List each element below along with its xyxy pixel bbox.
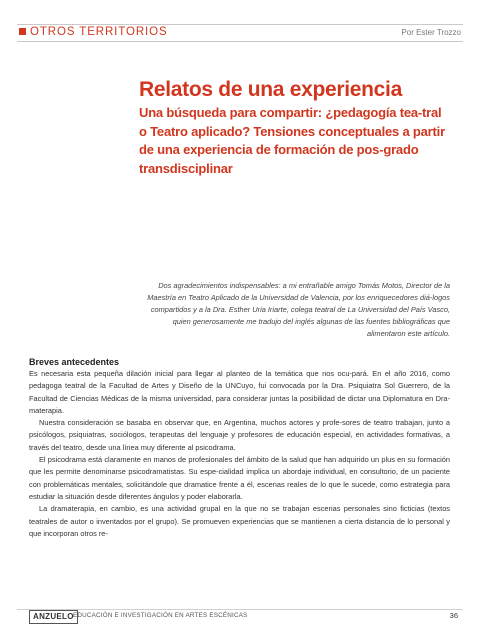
body-paragraph: Es necesaria esta pequeña dilación inicial para llegar al planteo de la temática que nos ocu-pará. En el año 2016, como pedagoga teatral de la Facultad de Artes y Diseño de la UNCuyo, fui convocada por la Dra. Psiquiatra Sol Guerrero, de la Facultad de Ciencias Médicas de la misma universidad, para considerar juntas la posibilidad de dictar una Diplomatura en Dra-materapia. (29, 369, 450, 415)
section-marker (19, 28, 26, 35)
footer-rule (17, 609, 463, 610)
author-byline: Por Ester Trozzo (401, 28, 461, 37)
body-paragraph: Nuestra consideración se basaba en observar que, en Argentina, muchos actores y profe-sores de teatro trabajan, junto a psicólogos, psiquiatras, sociólogos, terapeutas del lenguaje y profesores de educación especial, en actividades formativas, a través del teatro, desde una línea muy diferente al psicodrama. (29, 418, 450, 452)
acknowledgment-note: Dos agradecimientos indispensables: a mi entrañable amigo Tomás Motos, Director de la Maestría en Teatro Aplicado de la Universidad de Valencia, por los enriquecedores diá-logos compartidos y a la Dra. Esther Uria Iriarte, colega teatral de La Universidad del País Vasco, quien generosamente me tradujo del inglés algunas de las fuentes bibliográficas que alimentaron este artículo. (147, 281, 450, 338)
body-paragraph: El psicodrama está claramente en manos de profesionales del ámbito de la salud que han adquirido un plus en su formación que les permite denominarse psicodramatistas. Su espe-cialidad implica un abordaje individual, en consultorio, de un paciente con problemáticas mentales, solicitándole que dramatice frente a él, escenas reales de lo que le sucede, como estrategia para estudiar la situación desde diferentes ángulos y poder elaborarla. (29, 455, 450, 501)
body-paragraph: La dramaterapia, en cambio, es una actividad grupal en la que no se trabajan escenas personales sino ficticias (textos teatrales de autor o inventados por el grupo). Se promueven experiencias que se mantienen a cierta distancia de lo personal y que incorporan otros re- (29, 504, 450, 538)
journal-logo: ANZUELO (29, 610, 78, 624)
article-body (29, 368, 450, 540)
journal-name: EDUCACIÓN E INVESTIGACIÓN EN ARTES ESCÉNICAS (73, 612, 248, 619)
page-number: 36 (449, 611, 458, 620)
section-label: OTROS TERRITORIOS (30, 26, 168, 38)
article-title: Relatos de una experiencia (139, 78, 402, 101)
section-heading: Breves antecedentes (29, 357, 120, 367)
article-subtitle: Una búsqueda para compartir: ¿pedagogía tea-tral o Teatro aplicado? Tensiones conceptuales a partir de una experiencia de formación de pos-grado transdisciplinar (139, 105, 445, 176)
